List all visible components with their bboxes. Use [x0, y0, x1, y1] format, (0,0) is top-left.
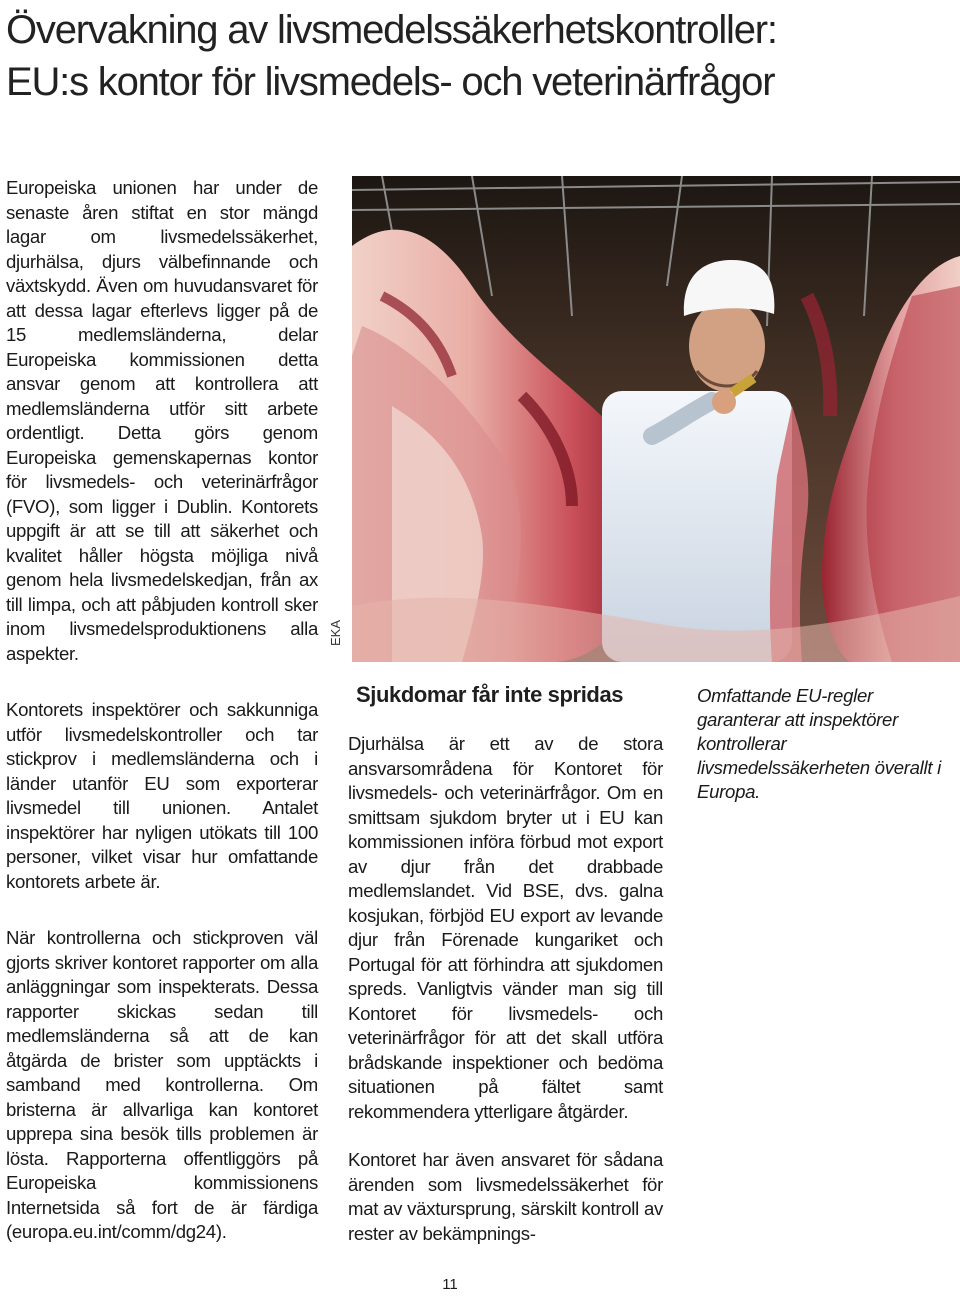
- page-title: [6, 4, 946, 108]
- left-paragraph-3: När kontrollerna och stickproven väl gjorts skriver kontoret rapporter om alla anläggningar som inspekterats. Dessa rapporter skickas sedan till medlemsländerna så att de kan åtgärda de brister som upptäckts i samband med kontrollerna. Om bristerna är allvarliga kan kontoret upprepa sina besök tills problemen är lösta. Rapporterna offentliggörs på Europeiska kommissionens Internetsida så fort de är färdiga (europa.eu.int/comm/dg24).: [6, 927, 318, 1242]
- left-column: [6, 176, 318, 1245]
- middle-paragraph-1: Djurhälsa är ett av de stora ansvarsområdena för Kontoret för livsmedels- och veterinärfrågor. Om en smittsam sjukdom bryter ut i EU kan kommissionen införa förbud mot export av djur från det drabbade medlemslandet. Vid BSE, dvs. galna kosjukan, förbjöd EU export av levande djur från Förenade kungariket och Portugal för att förhindra att sjukdomen spreds. Vanligtvis vänder man sig till Kontoret för livsmedels- och veterinärfrågor för att det skall utföra brådskande inspektioner och bedöma situationen på fältet samt rekommendera ytterligare åtgärder.: [348, 733, 663, 1122]
- title-line-2: EU:s kontor för livsmedels- och veterinärfrågor: [6, 60, 775, 104]
- section-heading: Sjukdomar får inte spridas: [356, 682, 624, 707]
- pull-quote: Omfattande EU-regler garanterar att inspektörer kontrollerar livsmedelssäkerheten överallt i Europa.: [697, 685, 941, 802]
- middle-column: [348, 682, 663, 1246]
- middle-paragraph-2: Kontoret har även ansvaret för sådana ärenden som livsmedelssäkerhet för mat av växtursprung, särskilt kontroll av rester av bekämpnings-: [348, 1149, 663, 1244]
- title-line-1: Övervakning av livsmedelssäkerhetskontroller:: [6, 8, 777, 52]
- left-paragraph-1: Europeiska unionen har under de senaste åren stiftat en stor mängd lagar om livsmedelssäkerhet, djurhälsa, djurs välbefinnande och växtskydd. Även om huvudansvaret för att dessa lagar efterlevs ligger på de 15 medlemsländerna, delar Europeiska kommissionen detta ansvar genom att kontrollera att medlemsländerna utför sitt arbete ordentligt. Detta görs genom Europeiska gemenskapernas kontor för livsmedels- och veterinärfrågor (FVO), som ligger i Dublin. Kontorets uppgift är att se till att säkerhet och kvalitet håller högsta möjliga nivå genom hela livsmedelskedjan, från ax till limpa, och att påbjuden kontroll sker inom livsmedelsproduktionens alla aspekter.: [6, 177, 318, 664]
- photo-illustration: [352, 176, 960, 662]
- slaughterhouse-photo: [352, 176, 960, 662]
- left-paragraph-2: Kontorets inspektörer och sakkunniga utför livsmedelskontroller och tar stickprov i medlemsländerna och i länder utanför EU som exporterar livsmedel till unionen. Antalet inspektörer har nyligen utökats till 100 personer, vilket visar hur omfattande kontorets arbete är.: [6, 699, 318, 892]
- page-number: 11: [442, 1276, 458, 1293]
- photo-credit: EKA: [328, 620, 343, 647]
